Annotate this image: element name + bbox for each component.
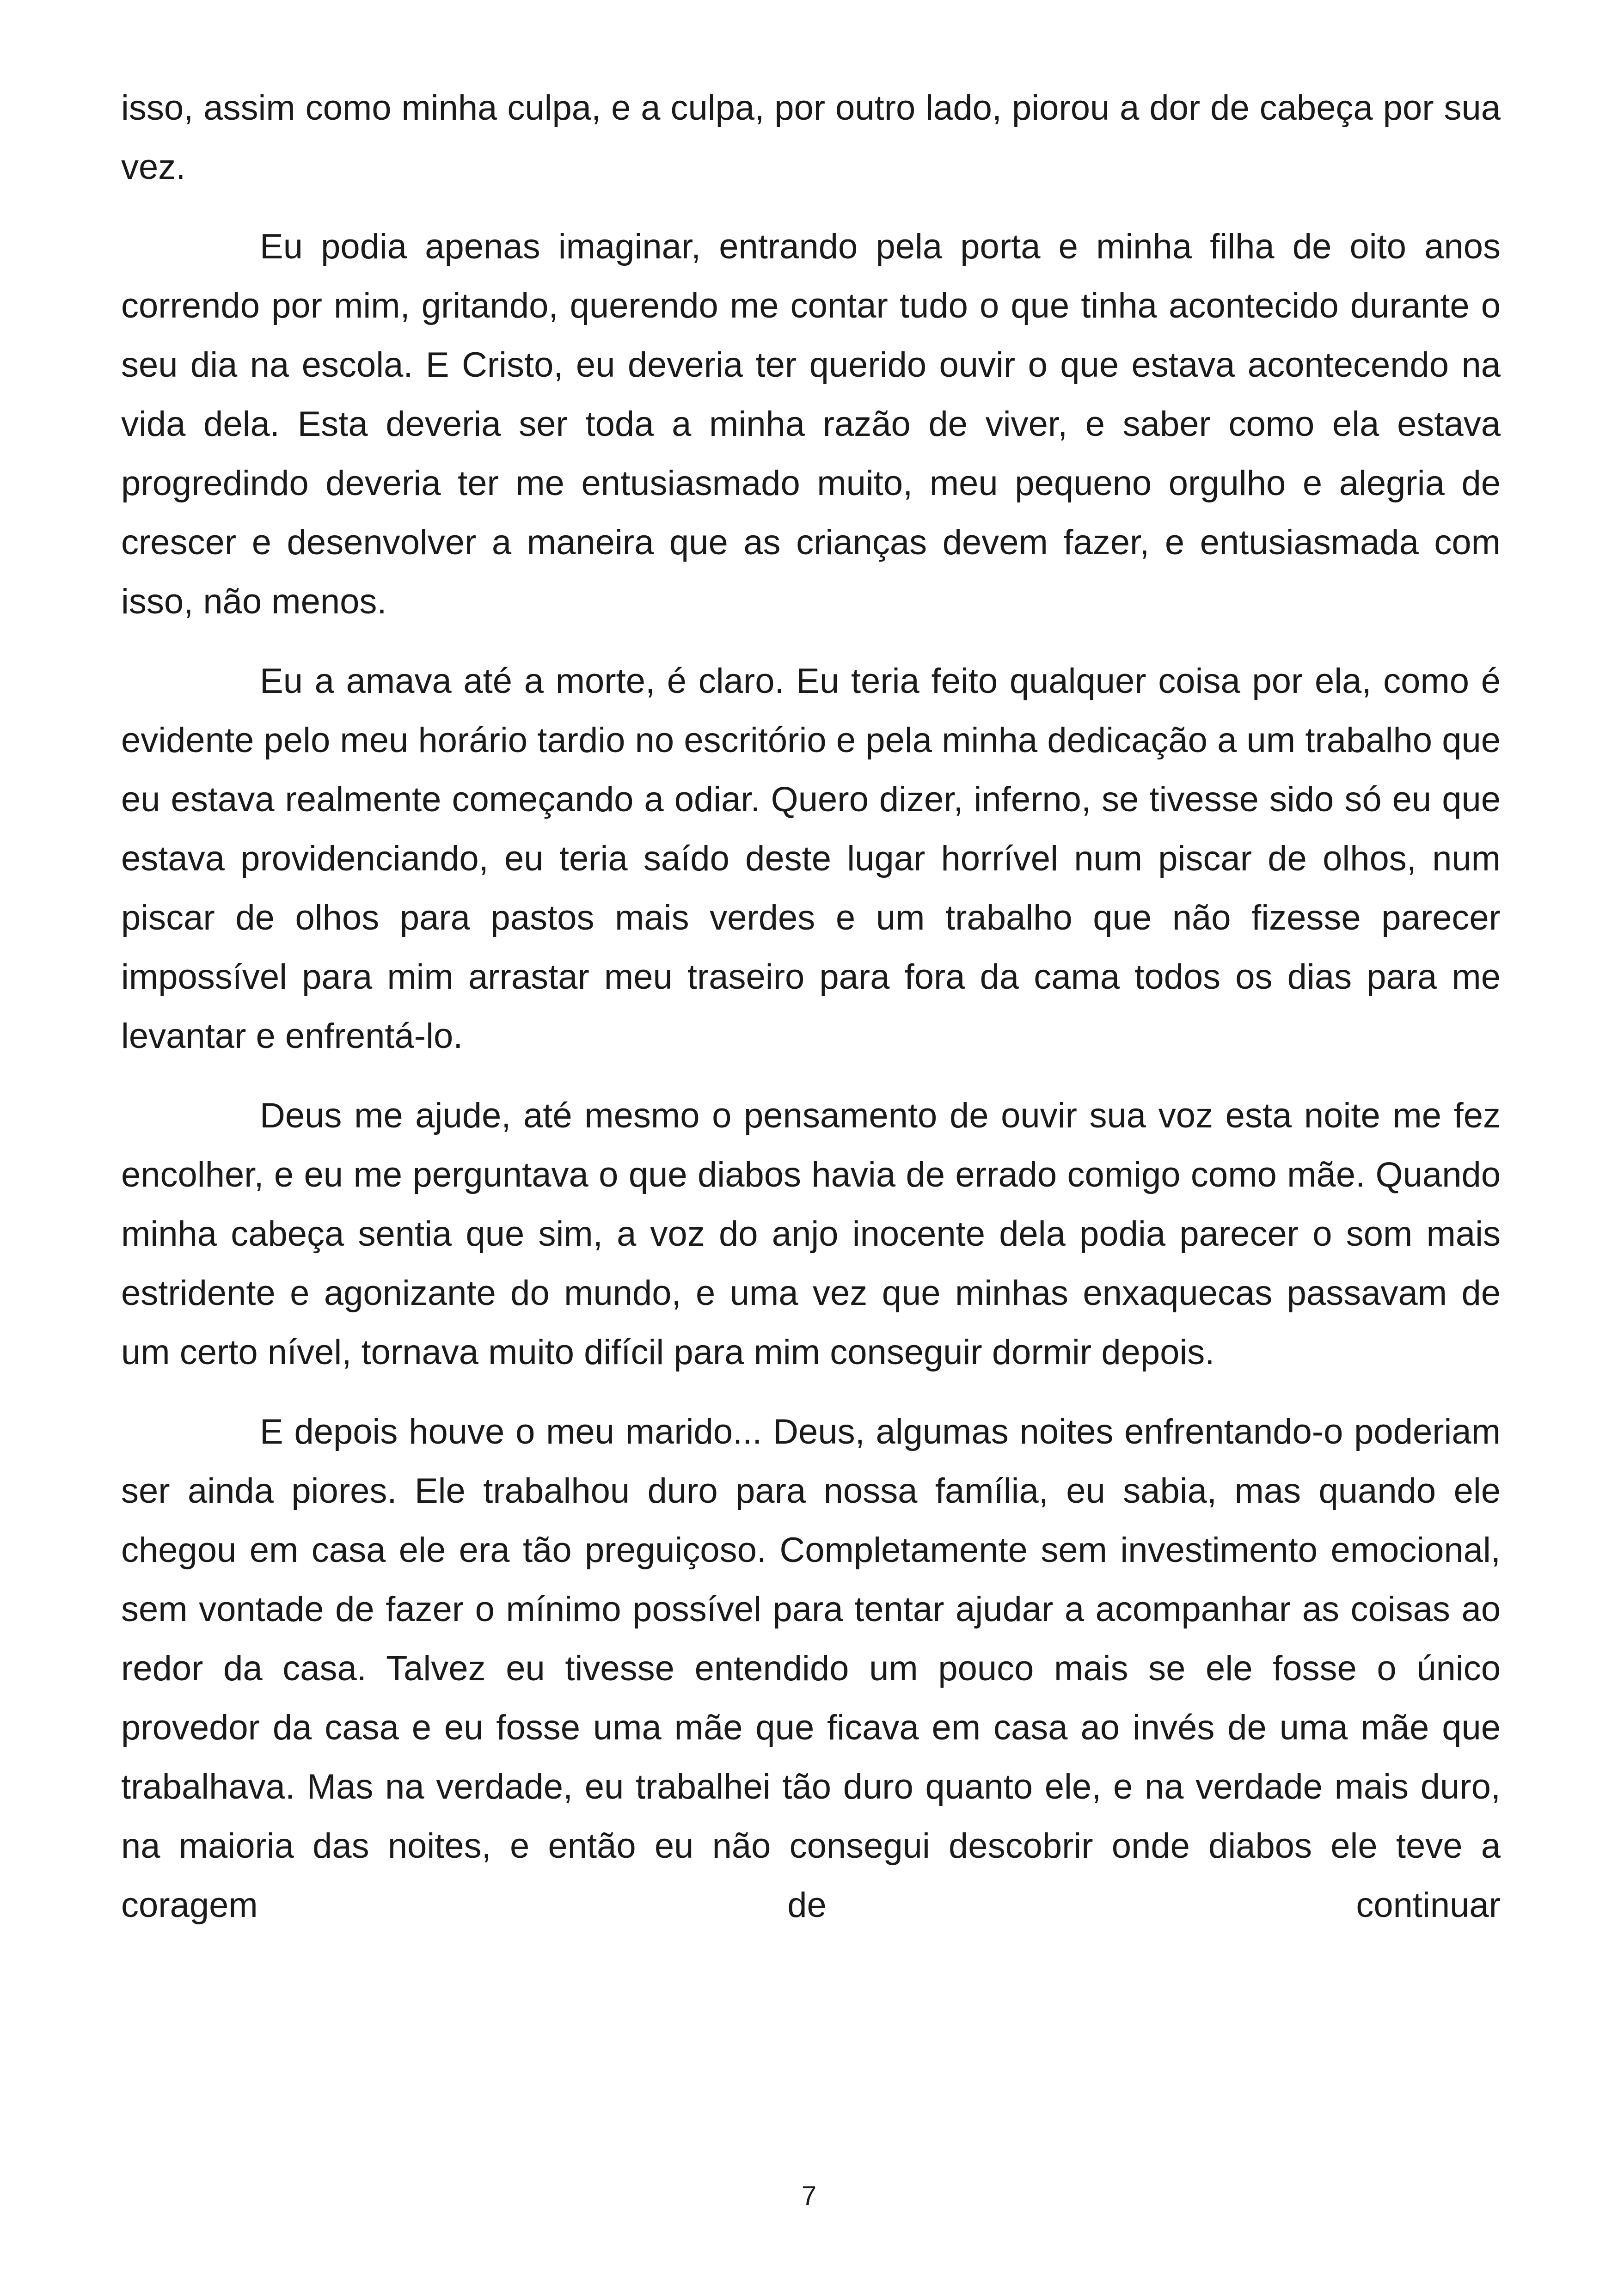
paragraph-2: Eu podia apenas imaginar, entrando pela porta e minha filha de oito anos correndo por mim, gritando, querendo me contar tudo o que tinha acontecido durante o seu dia na escola. E Cristo, eu deveria ter querido ouvir o que estava acontecendo na vida dela. Esta deveria ser toda a minha razão de viver, e saber como ela estava progredindo deveria ter me entusiasmado muito, meu pequeno orgulho e alegria de crescer e desenvolver a maneira que as crianças devem fazer, e entusiasmada com isso, não menos. bbox=[121, 227, 1501, 621]
paragraph-4: Deus me ajude, até mesmo o pensamento de ouvir sua voz esta noite me fez encolher, e eu me perguntava o que diabos havia de errado comigo como mãe. Quando minha cabeça sentia que sim, a voz do anjo inocente dela podia parecer o som mais estridente e agonizante do mundo, e uma vez que minhas enxaquecas passavam de um certo nível, tornava muito difícil para mim conseguir dormir depois. bbox=[121, 1096, 1501, 1372]
paragraph-1: isso, assim como minha culpa, e a culpa, por outro lado, piorou a dor de cabeça por sua vez. bbox=[121, 88, 1501, 187]
paragraph-3: Eu a amava até a morte, é claro. Eu teria feito qualquer coisa por ela, como é evidente pelo meu horário tardio no escritório e pela minha dedicação a um trabalho que eu estava realmente começando a odiar. Quero dizer, inferno, se tivesse sido só eu que estava providenciando, eu teria saído deste lugar horrível num piscar de olhos, num piscar de olhos para pastos mais verdes e um trabalho que não fizesse parecer impossível para mim arrastar meu traseiro para fora da cama todos os dias para me levantar e enfrentá-lo. bbox=[121, 661, 1501, 1056]
page-number: 7 bbox=[801, 2181, 817, 2211]
body-text bbox=[121, 79, 1501, 1955]
paragraph-5: E depois houve o meu marido... Deus, algumas noites enfrentando-o poderiam ser ainda piores. Ele trabalhou duro para nossa família, eu sabia, mas quando ele chegou em casa ele era tão preguiçoso. Completamente sem investimento emocional, sem vontade de fazer o mínimo possível para tentar ajudar a acompanhar as coisas ao redor da casa. Talvez eu tivesse entendido um pouco mais se ele fosse o único provedor da casa e eu fosse uma mãe que ficava em casa ao invés de uma mãe que trabalhava. Mas na verdade, eu trabalhei tão duro quanto ele, e na verdade mais duro, na maioria das noites, e então eu não consegui descobrir onde diabos ele teve a coragem de continuar bbox=[121, 1412, 1501, 1925]
